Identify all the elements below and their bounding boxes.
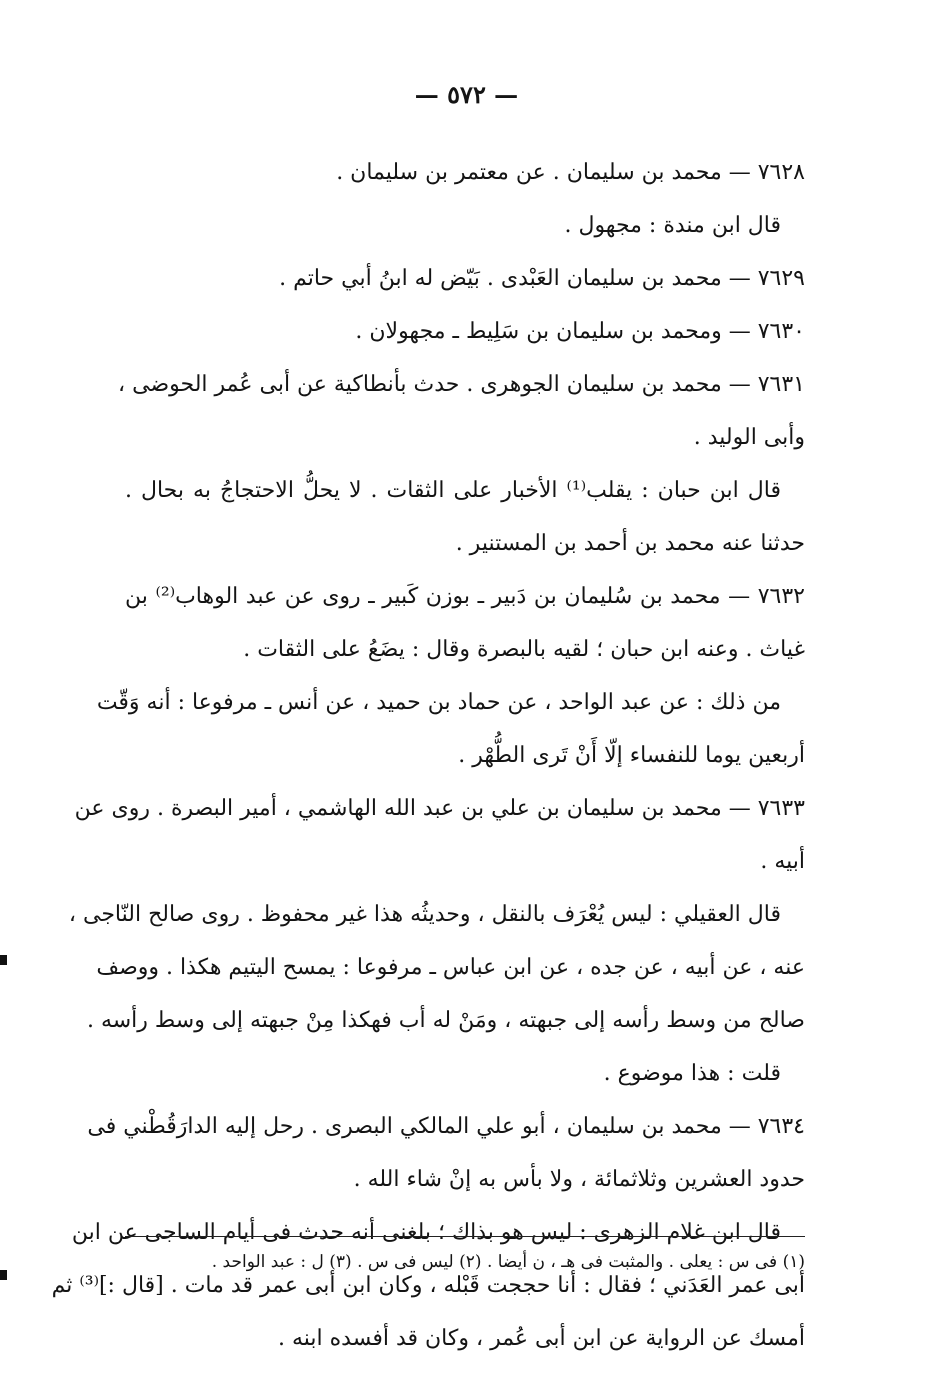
entry-7633-note-line-2: عنه ، عن أبيه ، عن جده ، عن ابن عباس ـ مرفوعا : يمسح اليتيم هكذا . ووصف xyxy=(96,955,805,980)
margin-mark xyxy=(0,1270,7,1280)
entry-7633-line: ٧٦٣٣ — محمد بن سليمان بن علي بن عبد الله الهاشمي ، أمير البصرة . روى عن xyxy=(74,796,805,821)
entry-7631-continuation: وأبى الوليد . xyxy=(693,425,805,450)
entry-7628-note: قال ابن مندة : مجهول . xyxy=(564,213,781,238)
entry-7634-note: قال ابن غلام الزهرى : ليس هو بذاك ؛ بلغنى أنه حدث فى أيام الساجى عن ابن xyxy=(71,1220,781,1245)
entry-7634-note-line-2: أبى عمر العَدَني ؛ فقال : أنا حججت قَبْله ، وكان ابن أبى عمر قد مات . [قال :]⁽³⁾ ثم xyxy=(51,1273,805,1298)
entry-7629-line: ٧٦٢٩ — محمد بن سليمان العَبْدى . بَيّض له ابنُ أبي حاتم . xyxy=(279,266,805,291)
entry-7632-continuation: غياث . وعنه ابن حبان ؛ لقيه بالبصرة وقال : يضَعُ على الثقات . xyxy=(243,637,805,662)
entry-7633-continuation: أبيه . xyxy=(760,849,805,874)
footnote-divider xyxy=(125,1236,805,1237)
entry-7631-note-continuation: حدثنا عنه محمد بن أحمد بن المستنير . xyxy=(455,531,805,556)
entry-7634-continuation: حدود العشرين وثلاثمائة ، ولا بأس به إنْ شاء الله . xyxy=(353,1167,805,1192)
entry-7634-note-line-3: أمسك عن الرواية عن ابن أبى عُمر ، وكان قد أفسده ابنه . xyxy=(278,1326,805,1351)
footnotes: (١) فى س : يعلى . والمثبت فى هـ ، ن أيضا . (٢) ليس فى س . (٣) ل : عبد الواحد . xyxy=(211,1252,805,1272)
entry-7631-note: قال ابن حبان : يقلب⁽¹⁾ الأخبار على الثقات . لا يحلُّ الاحتجاجُ به بحال . xyxy=(125,478,781,503)
entry-7633-note-line-3: صالح من وسط رأسه إلى جبهته ، ومَنْ له أب فهكذا مِنْ جبهته إلى وسط رأسه . xyxy=(86,1008,805,1033)
entry-7632-note: من ذلك : عن عبد الواحد ، عن حماد بن حميد ، عن أنس ـ مرفوعا : أنه وَقّت xyxy=(96,690,781,715)
entry-7632-note-continuation: أربعين يوما للنفساء إلّا أَنْ تَرى الطُّهْر . xyxy=(458,743,805,768)
entry-7633-remark: قلت : هذا موضوع . xyxy=(603,1061,781,1086)
entry-7634-line: ٧٦٣٤ — محمد بن سليمان ، أبو علي المالكي البصرى . رحل إليه الدارَقُطْني فى xyxy=(87,1114,805,1139)
entry-7631-line: ٧٦٣١ — محمد بن سليمان الجوهرى . حدث بأنطاكية عن أبى عُمر الحوضى ، xyxy=(118,372,805,397)
entry-7633-note: قال العقيلي : ليس يُعْرَف بالنقل ، وحديثُه هذا غير محفوظ . روى صالح النّاجى ، xyxy=(68,902,781,927)
page-number: — ٥٧٢ — xyxy=(414,80,519,109)
margin-mark xyxy=(0,955,7,965)
main-text xyxy=(51,146,805,1365)
entry-7628-line: ٧٦٢٨ — محمد بن سليمان . عن معتمر بن سليمان . xyxy=(336,160,805,185)
entry-7630-line: ٧٦٣٠ — ومحمد بن سليمان بن سَلِيط ـ مجهولان . xyxy=(355,319,805,344)
entry-7632-line: ٧٦٣٢ — محمد بن سُليمان بن دَبير ـ بوزن كَبير ـ روى عن عبد الوهاب⁽²⁾ بن xyxy=(125,584,805,609)
